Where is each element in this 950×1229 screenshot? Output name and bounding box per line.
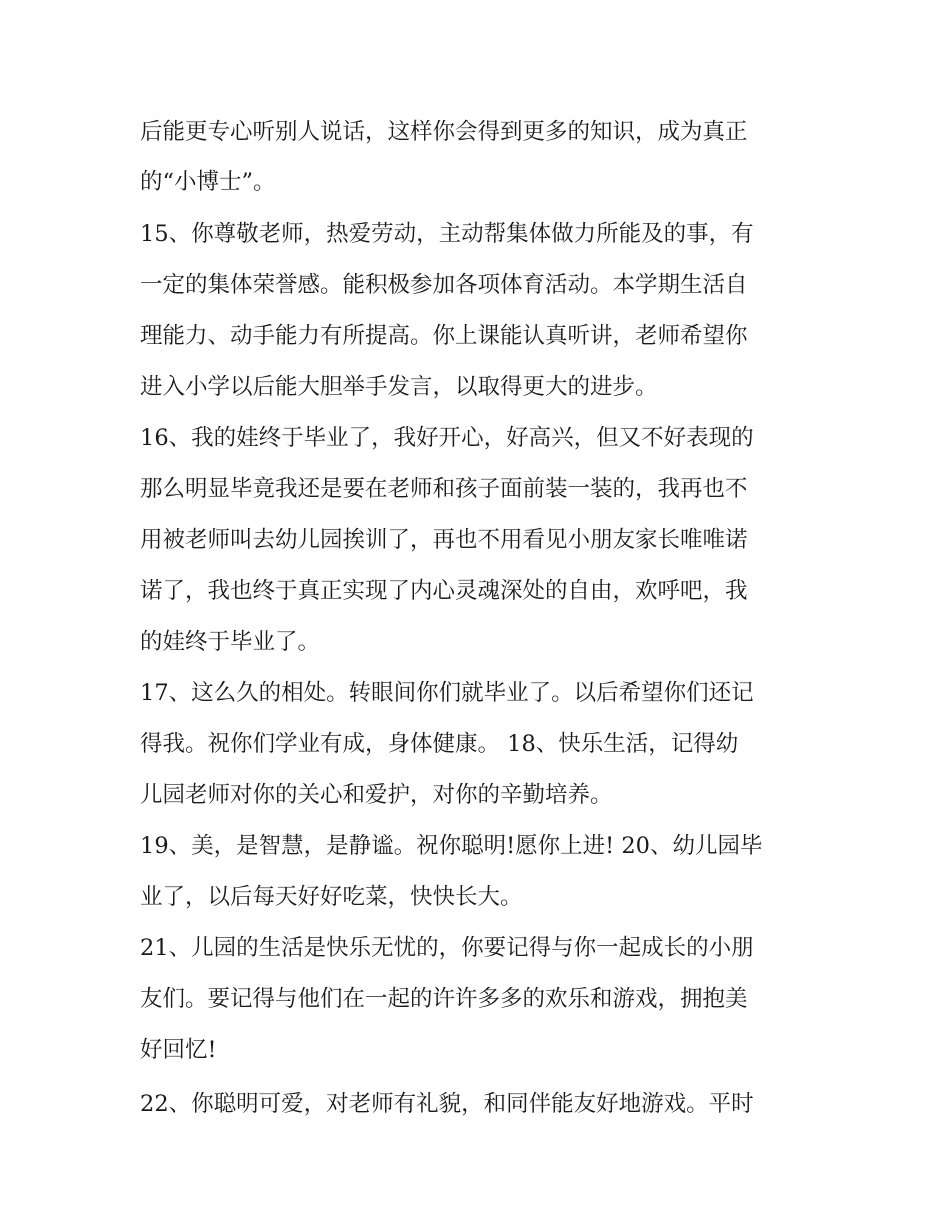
text-line: 16、我的娃终于毕业了，我好开心，好高兴，但又不好表现的	[140, 425, 754, 451]
text-line: 后能更专心听别人说话，这样你会得到更多的知识，成为真正	[140, 119, 748, 145]
text-line: 的娃终于毕业了。	[140, 629, 321, 655]
text-line: 15、你尊敬老师，热爱劳动，主动帮集体做力所能及的事，有	[140, 221, 754, 247]
text-line: 那么明显毕竟我还是要在老师和孩子面前装一装的，我再也不	[140, 476, 748, 502]
text-line: 业了，以后每天好好吃菜，快快长大。	[140, 884, 523, 910]
text-line: 用被老师叫去幼儿园挨训了，再也不用看见小朋友家长唯唯诺	[140, 527, 748, 553]
text-line: 17、这么久的相处。转眼间你们就毕业了。以后希望你们还记	[140, 680, 754, 706]
text-line: 诺了，我也终于真正实现了内心灵魂深处的自由，欢呼吧，我	[140, 578, 748, 604]
text-line: 21、儿园的生活是快乐无忧的，你要记得与你一起成长的小朋	[140, 935, 754, 961]
text-line: 理能力、动手能力有所提高。你上课能认真听讲，老师希望你	[140, 323, 748, 349]
text-line: 儿园老师对你的关心和爱护，对你的辛勤培养。	[140, 782, 613, 808]
text-line: 进入小学以后能大胆举手发言，以取得更大的进步。	[140, 374, 658, 400]
text-line: 的“小博士”。	[140, 169, 276, 195]
text-line: 19、美，是智慧，是静谧。祝你聪明!愿你上进! 20、幼儿园毕	[140, 833, 763, 859]
text-line: 友们。要记得与他们在一起的许许多多的欢乐和游戏，拥抱美	[140, 986, 748, 1012]
text-line: 22、你聪明可爱，对老师有礼貌，和同伴能友好地游戏。平时	[140, 1091, 754, 1117]
text-line: 一定的集体荣誉感。能积极参加各项体育活动。本学期生活自	[140, 272, 748, 298]
text-line: 好回忆!	[140, 1037, 217, 1063]
text-line: 得我。祝你们学业有成，身体健康。 18、快乐生活，记得幼	[140, 731, 739, 757]
